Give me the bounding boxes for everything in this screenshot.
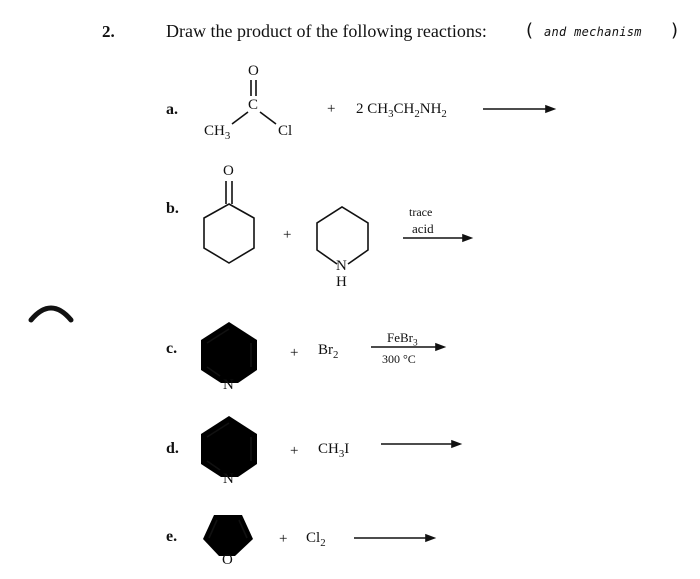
carbonyl-oxygen: O [248,63,259,79]
reaction-a-plus: + [327,101,336,117]
note-open-paren: ( [526,20,534,41]
carbonyl-carbon: C [248,97,259,113]
reaction-d-plus: + [290,443,299,459]
reaction-e-label: e. [166,528,178,545]
reaction-e-plus: + [279,531,288,547]
reaction-a-reagent: 2 $CH_3CH_2NH_2$ [356,101,447,120]
piperidine-hydrogen: H [336,274,347,290]
ketone-oxygen: O [223,163,234,179]
pyridine-nitrogen-d: N [223,471,234,487]
reaction-b-condition-bottom: acid [412,221,434,236]
question-prompt: Draw the product of the following reactions: [166,21,487,41]
reaction-c-plus: + [290,345,299,361]
reaction-d-label: d. [166,440,179,457]
methyl-group: $CH_3$ [204,123,231,142]
reaction-b-condition-top: trace [409,205,433,219]
reaction-b-plus: + [283,227,292,243]
pyridine-nitrogen-c: N [223,377,234,393]
note-close-paren: ) [671,20,679,41]
reaction-c-condition-bottom: 300 °C [382,352,416,366]
question-number: 2. [102,22,115,41]
reaction-c-label: c. [166,340,178,357]
piperidine-nitrogen: N [336,258,347,274]
reaction-d-reagent: $CH_3I$ [318,441,350,460]
chloro-group: Cl [278,123,293,139]
reaction-b-label: b. [166,200,179,217]
reaction-e-reagent: $Cl_2$ [306,530,326,549]
reaction-c-reagent: $Br_2$ [318,342,339,361]
reaction-a-label: a. [166,101,178,118]
furan-oxygen: O [222,552,233,568]
reaction-c-condition-top: FeBr$_3$ [387,330,418,349]
handwritten-note: and mechanism [544,25,642,39]
